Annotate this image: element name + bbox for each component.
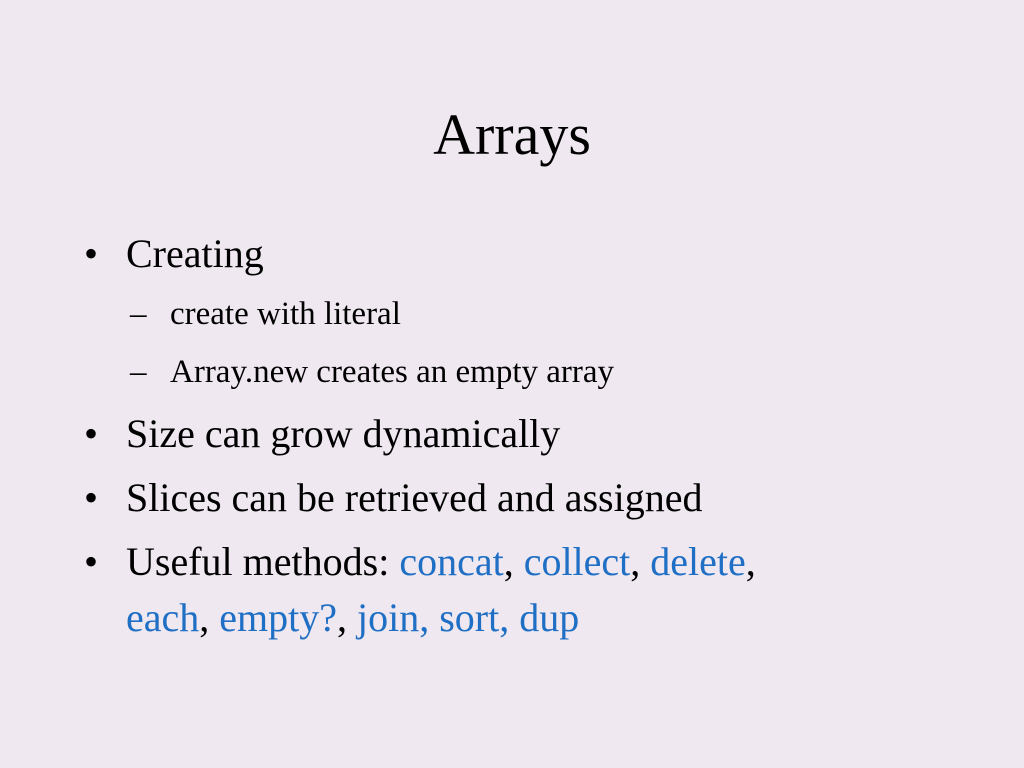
- bullet-icon: •: [84, 231, 99, 276]
- method-each: each: [126, 595, 200, 640]
- bullet-icon: •: [84, 411, 99, 456]
- bullet-item-size: [84, 406, 964, 462]
- slide-title: Arrays: [433, 102, 591, 167]
- bullet-item-methods: • Useful methods: concat, collect, delete, each, empty?, join, sort, dup: [84, 534, 964, 646]
- bullet-icon: •: [84, 539, 99, 584]
- bullet-item-creating: [84, 226, 964, 282]
- sub-bullet-list: [84, 290, 964, 396]
- dash-icon: –: [130, 296, 147, 332]
- dash-icon: –: [130, 354, 147, 390]
- method-join-sort-dup: join, sort, dup: [357, 595, 580, 640]
- bullet-prefix: Useful methods:: [126, 539, 400, 584]
- method-concat: concat: [399, 539, 504, 584]
- method-delete: delete: [650, 539, 746, 584]
- bullet-item-slices: [84, 470, 964, 526]
- bullet-list: [84, 226, 964, 654]
- bullet-text: Slices can be retrieved and assigned: [126, 475, 703, 520]
- sub-bullet-item: [84, 290, 964, 338]
- method-empty: empty?: [219, 595, 337, 640]
- sub-bullet-text: create with literal: [170, 296, 401, 332]
- sub-bullet-item: [84, 348, 964, 396]
- bullet-text: Creating: [126, 231, 264, 276]
- bullet-text: Size can grow dynamically: [126, 411, 561, 456]
- bullet-icon: •: [84, 475, 99, 520]
- sub-bullet-text: Array.new creates an empty array: [170, 354, 615, 390]
- method-collect: collect: [523, 539, 631, 584]
